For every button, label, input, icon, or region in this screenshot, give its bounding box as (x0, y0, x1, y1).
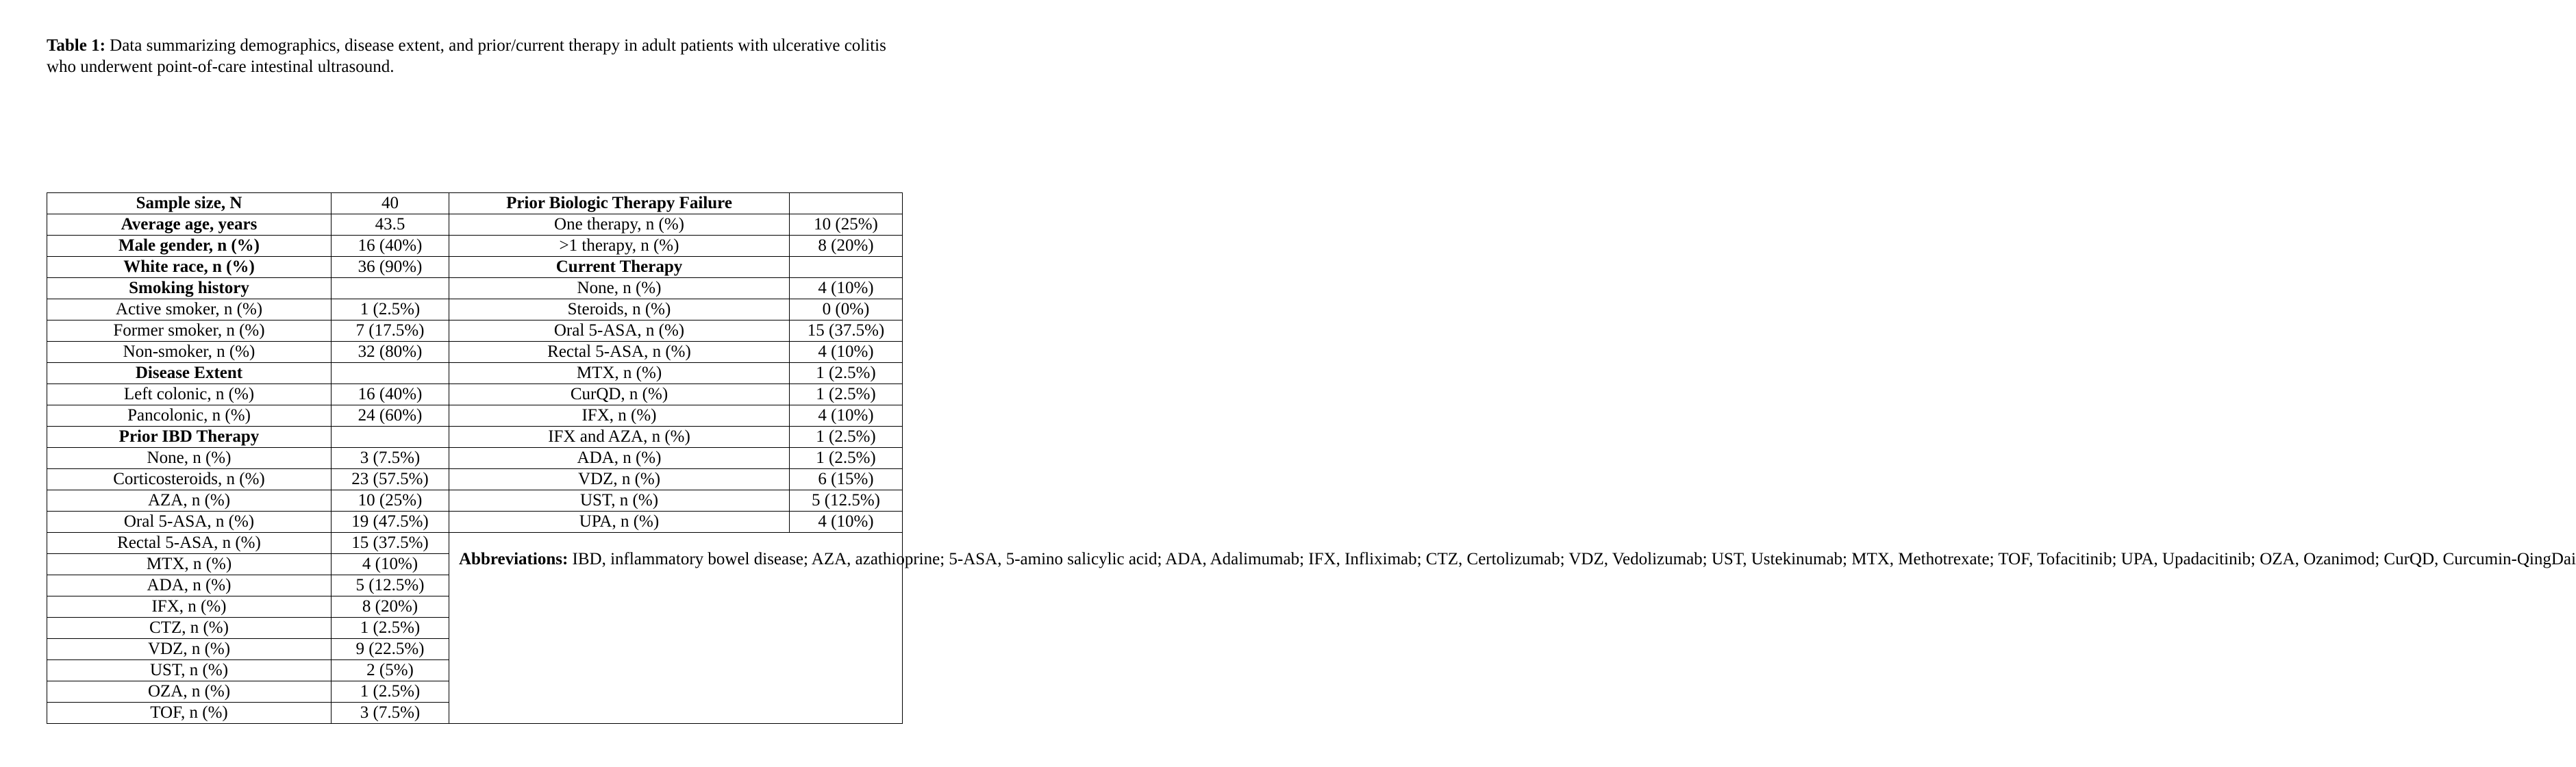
right-label-cell: IFX and AZA, n (%) (449, 427, 790, 448)
caption-text: Data summarizing demographics, disease extent, and prior/current therapy in adult patients with ulcerative colitis who underwent point-of-care intestinal ultrasound. (47, 36, 886, 76)
left-label-cell: AZA, n (%) (47, 490, 332, 512)
left-label-cell: Non-smoker, n (%) (47, 342, 332, 363)
left-label-cell: Pancolonic, n (%) (47, 405, 332, 427)
right-value-cell: 1 (2.5%) (790, 448, 903, 469)
right-value-cell: 6 (15%) (790, 469, 903, 490)
right-value-cell (790, 193, 903, 214)
left-label-cell: Rectal 5-ASA, n (%) (47, 533, 332, 554)
left-label-cell: Oral 5-ASA, n (%) (47, 512, 332, 533)
table-row (47, 384, 903, 405)
left-label-cell: Disease Extent (47, 363, 332, 384)
left-label-cell: UST, n (%) (47, 660, 332, 681)
left-label-cell: Corticosteroids, n (%) (47, 469, 332, 490)
right-value-cell (790, 257, 903, 278)
left-label-cell: ADA, n (%) (47, 575, 332, 596)
right-value-cell: 5 (12.5%) (790, 490, 903, 512)
left-label-cell: CTZ, n (%) (47, 618, 332, 639)
table-row (47, 469, 903, 490)
table-row (47, 448, 903, 469)
left-value-cell: 1 (2.5%) (332, 681, 449, 703)
left-label-cell: IFX, n (%) (47, 596, 332, 618)
left-label-cell: OZA, n (%) (47, 681, 332, 703)
left-value-cell: 19 (47.5%) (332, 512, 449, 533)
left-value-cell: 2 (5%) (332, 660, 449, 681)
left-label-cell: TOF, n (%) (47, 703, 332, 724)
right-label-cell: VDZ, n (%) (449, 469, 790, 490)
right-value-cell: 1 (2.5%) (790, 427, 903, 448)
left-value-cell: 36 (90%) (332, 257, 449, 278)
table-row (47, 193, 903, 214)
left-label-cell: White race, n (%) (47, 257, 332, 278)
left-label-cell: Prior IBD Therapy (47, 427, 332, 448)
left-label-cell: Sample size, N (47, 193, 332, 214)
left-value-cell: 32 (80%) (332, 342, 449, 363)
table-row (47, 405, 903, 427)
left-value-cell: 3 (7.5%) (332, 703, 449, 724)
left-value-cell: 24 (60%) (332, 405, 449, 427)
left-value-cell: 16 (40%) (332, 236, 449, 257)
right-label-cell: CurQD, n (%) (449, 384, 790, 405)
right-value-cell: 15 (37.5%) (790, 320, 903, 342)
abbreviations-note (459, 549, 2576, 570)
table-caption (47, 35, 903, 77)
left-value-cell: 8 (20%) (332, 596, 449, 618)
data-table (47, 192, 2576, 724)
table-row (47, 342, 903, 363)
table-row (47, 236, 903, 257)
table-row (47, 490, 903, 512)
table-row (47, 512, 903, 533)
left-value-cell: 1 (2.5%) (332, 299, 449, 320)
right-value-cell: 4 (10%) (790, 512, 903, 533)
left-value-cell: 10 (25%) (332, 490, 449, 512)
left-label-cell: Active smoker, n (%) (47, 299, 332, 320)
right-label-cell: IFX, n (%) (449, 405, 790, 427)
left-label-cell: Left colonic, n (%) (47, 384, 332, 405)
abbreviations-cell (449, 533, 2576, 724)
right-label-cell: ADA, n (%) (449, 448, 790, 469)
right-value-cell: 4 (10%) (790, 278, 903, 299)
left-value-cell (332, 363, 449, 384)
left-label-cell: Smoking history (47, 278, 332, 299)
right-value-cell: 8 (20%) (790, 236, 903, 257)
left-value-cell: 9 (22.5%) (332, 639, 449, 660)
table-row (47, 257, 903, 278)
left-label-cell: VDZ, n (%) (47, 639, 332, 660)
table-row (47, 363, 903, 384)
table-row (47, 299, 903, 320)
right-label-cell: Steroids, n (%) (449, 299, 790, 320)
table-row (47, 278, 903, 299)
left-label-cell: None, n (%) (47, 448, 332, 469)
left-value-cell: 23 (57.5%) (332, 469, 449, 490)
right-value-cell: 0 (0%) (790, 299, 903, 320)
right-label-cell: None, n (%) (449, 278, 790, 299)
caption-label: Table 1: (47, 36, 105, 55)
table-row (47, 427, 903, 448)
abbreviations-label: Abbreviations: (459, 550, 568, 568)
table-row (47, 320, 903, 342)
right-value-cell: 1 (2.5%) (790, 384, 903, 405)
left-value-cell (332, 278, 449, 299)
right-value-cell: 1 (2.5%) (790, 363, 903, 384)
abbreviations-text: IBD, inflammatory bowel disease; AZA, azathioprine; 5-ASA, 5-amino salicylic acid; ADA, Adalimumab; IFX, Infliximab; CTZ, Certolizumab; VDZ, Vedolizumab; UST, Ustekinumab; MTX, Methotrexate; TOF, Tofacitinib; UPA, Upadacitinib; OZA, Ozanimod; CurQD, Curcumin-QingDai (568, 550, 2576, 568)
right-label-cell: UPA, n (%) (449, 512, 790, 533)
left-value-cell: 43.5 (332, 214, 449, 236)
right-value-cell: 10 (25%) (790, 214, 903, 236)
left-label-cell: MTX, n (%) (47, 554, 332, 575)
left-label-cell: Former smoker, n (%) (47, 320, 332, 342)
left-value-cell: 4 (10%) (332, 554, 449, 575)
right-label-cell: Prior Biologic Therapy Failure (449, 193, 790, 214)
right-label-cell: >1 therapy, n (%) (449, 236, 790, 257)
right-value-cell: 4 (10%) (790, 405, 903, 427)
left-value-cell: 3 (7.5%) (332, 448, 449, 469)
left-value-cell: 5 (12.5%) (332, 575, 449, 596)
right-label-cell: One therapy, n (%) (449, 214, 790, 236)
left-value-cell: 16 (40%) (332, 384, 449, 405)
left-value-cell: 40 (332, 193, 449, 214)
left-value-cell: 15 (37.5%) (332, 533, 449, 554)
right-label-cell: MTX, n (%) (449, 363, 790, 384)
right-label-cell: Current Therapy (449, 257, 790, 278)
left-label-cell: Average age, years (47, 214, 332, 236)
right-label-cell: Rectal 5-ASA, n (%) (449, 342, 790, 363)
left-value-cell: 1 (2.5%) (332, 618, 449, 639)
table-body (47, 193, 2576, 724)
table-row (47, 533, 903, 554)
left-label-cell: Male gender, n (%) (47, 236, 332, 257)
right-value-cell: 4 (10%) (790, 342, 903, 363)
table-row (47, 214, 903, 236)
left-value-cell (332, 427, 449, 448)
left-value-cell: 7 (17.5%) (332, 320, 449, 342)
right-label-cell: Oral 5-ASA, n (%) (449, 320, 790, 342)
right-label-cell: UST, n (%) (449, 490, 790, 512)
